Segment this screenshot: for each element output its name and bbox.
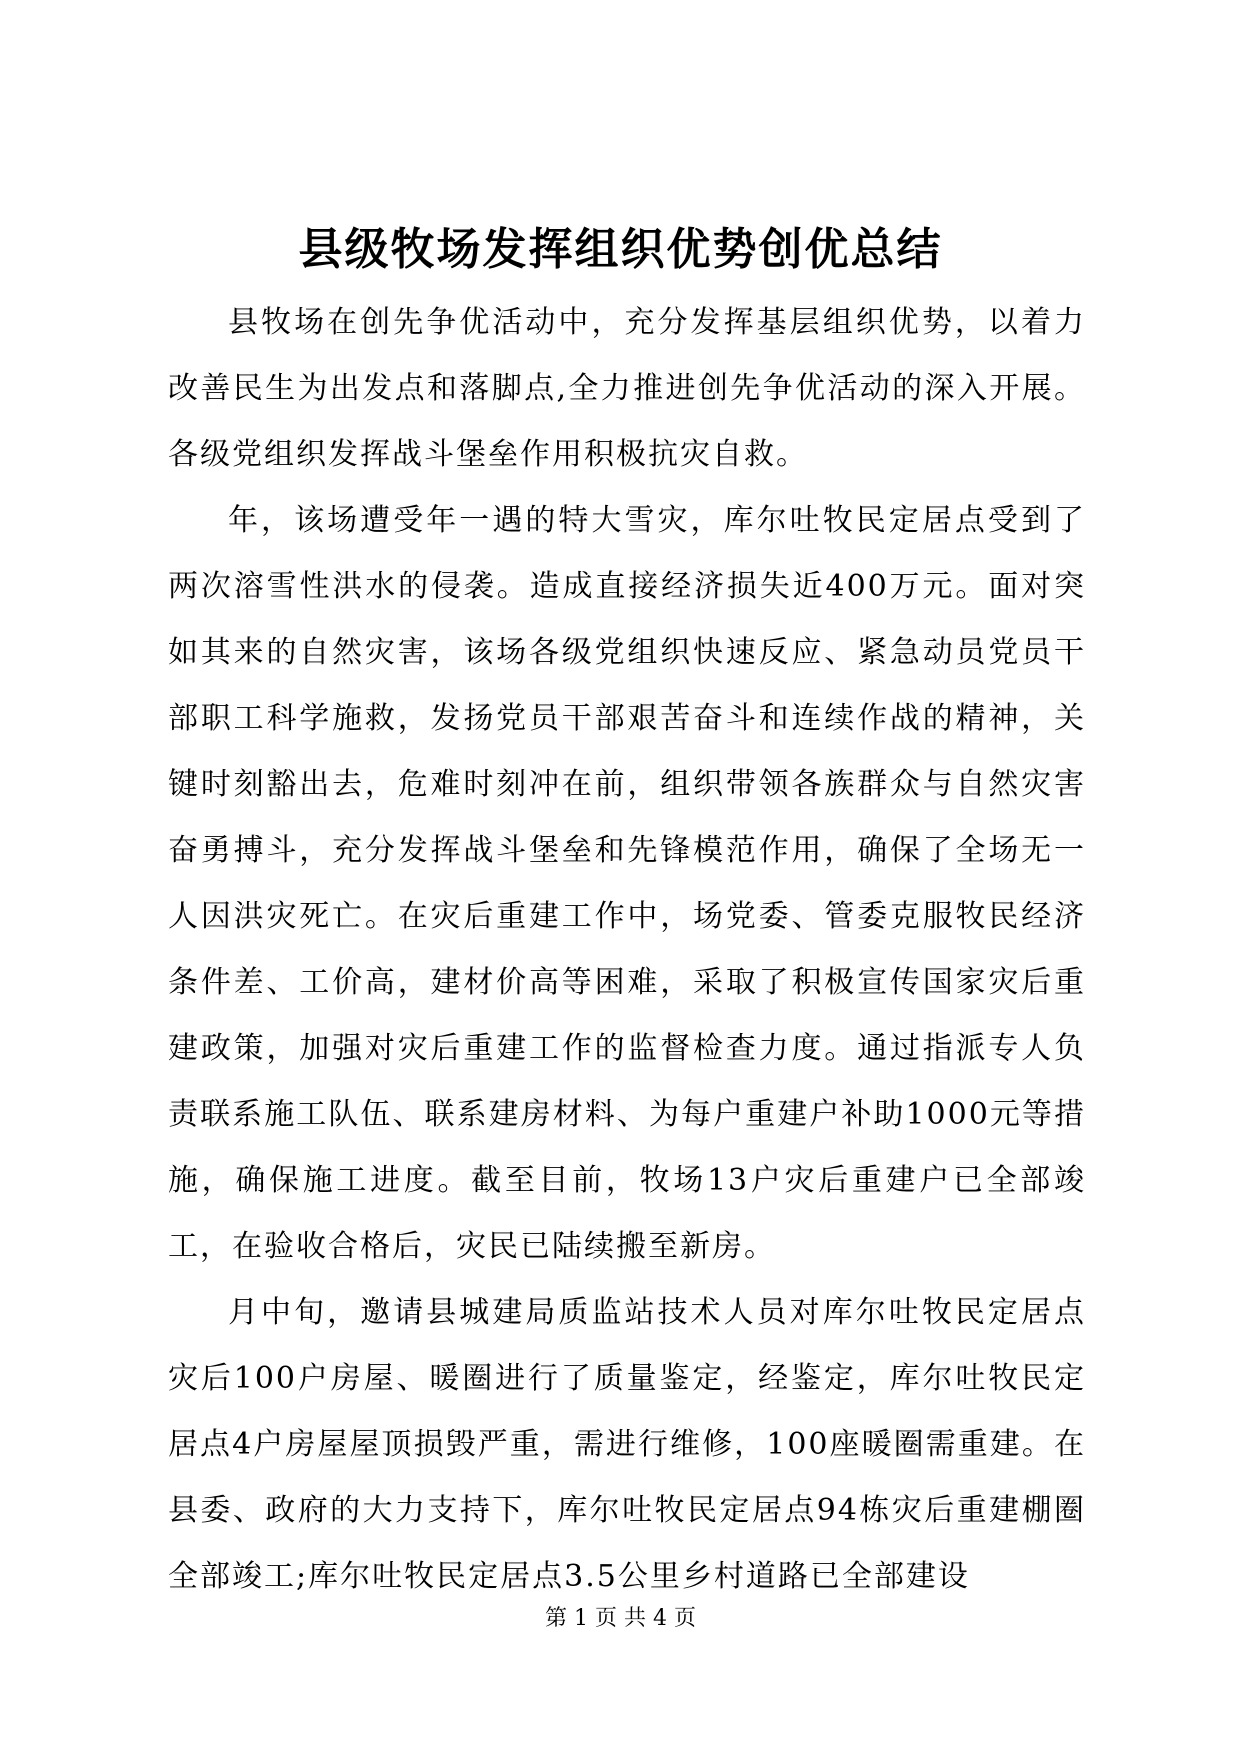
paragraph-disaster-relief: 年，该场遭受年一遇的特大雪灾，库尔吐牧民定居点受到了两次溶雪性洪水的侵袭。造成直接经济损失近400万元。面对突如其来的自然灾害，该场各级党组织快速反应、紧急动员党员干部职工科学施救，发扬党员干部艰苦奋斗和连续作战的精神，关键时刻豁出去，危难时刻冲在前，组织带领各族群众与自然灾害奋勇搏斗，充分发挥战斗堡垒和先锋模范作用，确保了全场无一人因洪灾死亡。在灾后重建工作中，场党委、管委克服牧民经济条件差、工价高，建材价高等困难，采取了积极宣传国家灾后重建政策，加强对灾后重建工作的监督检查力度。通过指派专人负责联系施工队伍、联系建房材料、为每户重建户补助1000元等措施，确保施工进度。截至目前，牧场13户灾后重建户已全部竣工，在验收合格后，灾民已陆续搬至新房。 [168,503,1086,1264]
paragraph-intro: 县牧场在创先争优活动中，充分发挥基层组织优势，以着力改善民生为出发点和落脚点,全力推进创先争优活动的深入开展。各级党组织发挥战斗堡垒作用积极抗灾自救。 [168,305,1086,472]
page-number-footer: 第 1 页 共 4 页 [545,1606,696,1631]
paragraph-reconstruction: 月中旬，邀请县城建局质监站技术人员对库尔吐牧民定居点灾后100户房屋、暖圈进行了质量鉴定，经鉴定，库尔吐牧民定居点4户房屋屋顶损毁严重，需进行维修，100座暖圈需重建。在县委、政府的大力支持下，库尔吐牧民定居点94栋灾后重建棚圈全部竣工;库尔吐牧民定居点3.5公里乡村道路已全部建设 [168,1295,1086,1594]
document-body [168,290,1086,1610]
document-title: 县级牧场发挥组织优势创优总结 [298,224,943,275]
